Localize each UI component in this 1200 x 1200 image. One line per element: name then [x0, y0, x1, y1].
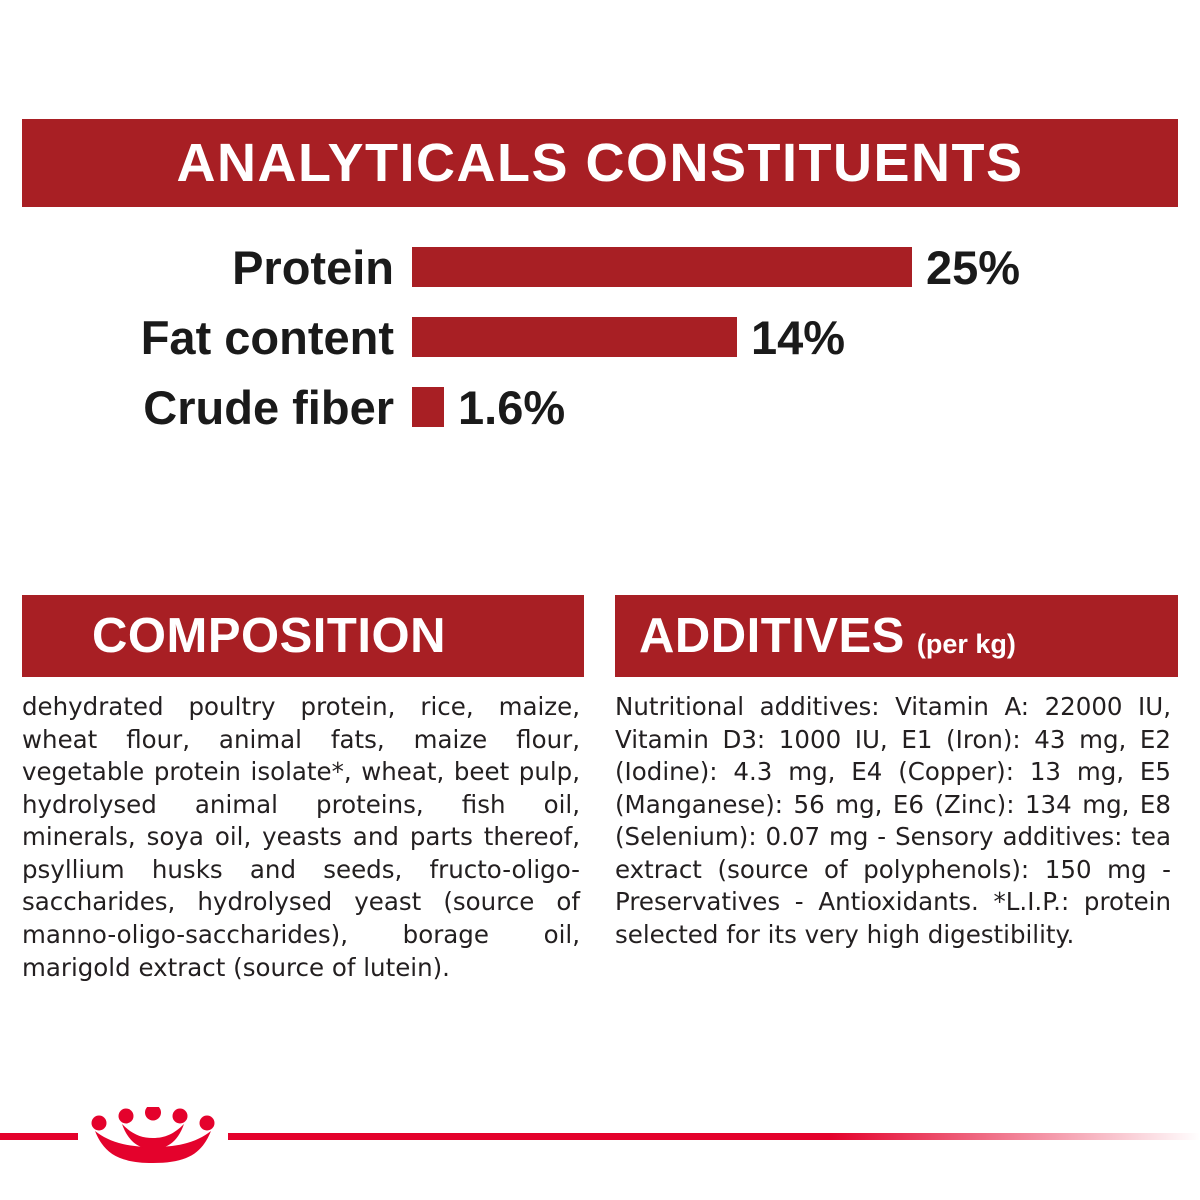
- bar-fat-content: [412, 317, 737, 357]
- analyticals-bar-chart: [22, 232, 1178, 462]
- composition-text: dehydrated poultry protein, rice, maize, wheat flour, animal fats, maize flour, vegetable protein isolate*, wheat, beet pulp, hydrolysed animal proteins, fish oil, minerals, soya oil, yeasts and parts thereof, psyllium husks and seeds, fructo-oligo-saccharides, hydrolysed yeast (source of manno-oligo-saccharides), borage oil, marigold extract (source of lutein).: [22, 692, 580, 982]
- additives-unit-note: (per kg): [916, 628, 1016, 659]
- royal-canin-crown-icon: [82, 1107, 224, 1169]
- footer-rule-left: [0, 1133, 78, 1140]
- composition-title: COMPOSITION: [92, 608, 446, 663]
- chart-row: [22, 232, 1178, 302]
- analyticals-constituents-banner: [22, 119, 1178, 207]
- bar-label-fat-content: Fat content: [140, 310, 394, 364]
- additives-banner: [615, 595, 1178, 677]
- analyticals-constituents-title: ANALYTICALS CONSTITUENTS: [176, 133, 1024, 193]
- additives-text: Nutritional additives: Vitamin A: 22000 IU, Vitamin D3: 1000 IU, E1 (Iron): 43 mg, E2 (Iodine): 4.3 mg, E4 (Copper): 13 mg, E5 (Manganese): 56 mg, E6 (Zinc): 134 mg, E8 (Selenium): 0.07 mg - Sensory additives: tea extract (source of polyphenols): 150 mg - Preservatives - Antioxidants. *L.I.P.: protein selected for its very high digestibility.: [615, 692, 1171, 950]
- chart-row: [22, 372, 1178, 442]
- additives-section: [615, 595, 1178, 952]
- additives-title: ADDITIVES: [639, 608, 905, 663]
- bar-value-crude-fiber: 1.6%: [458, 380, 566, 434]
- composition-banner: [22, 595, 584, 677]
- bar-crude-fiber: [412, 387, 444, 427]
- bar-value-fat-content: 14%: [751, 310, 846, 364]
- bar-label-crude-fiber: Crude fiber: [143, 380, 394, 434]
- footer-rule-right: [228, 1133, 1200, 1140]
- composition-section: [22, 595, 584, 984]
- bar-label-protein: Protein: [232, 240, 394, 294]
- chart-row: [22, 302, 1178, 372]
- bar-value-protein: 25%: [926, 240, 1021, 294]
- footer: [0, 1107, 1200, 1177]
- bar-protein: [412, 247, 912, 287]
